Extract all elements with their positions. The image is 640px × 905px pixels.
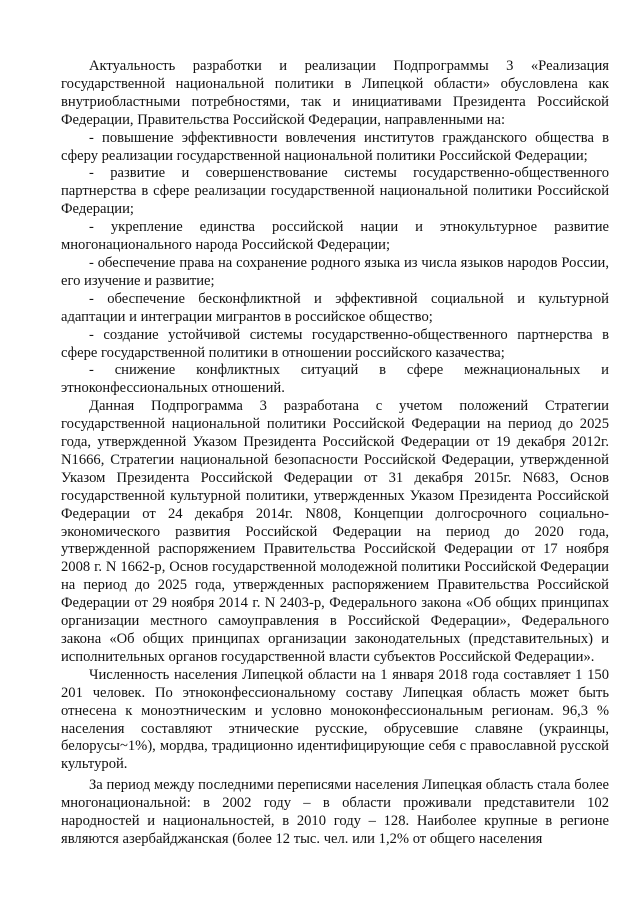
list-item: - обеспечение бесконфликтной и эффективной социальной и культурной адаптации и интеграции мигрантов в российское общество; <box>61 290 609 325</box>
census-paragraph: За период между последними переписями населения Липецкая область стала более многонациональной: в 2002 году – в области проживали представители 102 народностей и национальностей, в 2010 году – 128. Наиболее крупные в регионе являются азербайджанская (более 12 тыс. чел. или 1,2% от общего населения <box>61 777 609 847</box>
list-item: - повышение эффективности вовлечения институтов гражданского общества в сферу реализации государственной национальной политики Российской Федерации; <box>61 129 609 164</box>
population-paragraph: Численность населения Липецкой области на 1 января 2018 года составляет 1 150 201 человек. По этноконфессиональному составу Липецкая область может быть отнесена к моноэтническим и условно моноконфессиональным регионам. 96,3 % населения составляют этнические русские, обрусевшие славяне (украинцы, белорусы~1%), мордва, традиционно идентифицирующие себя с православной русской культурой. <box>61 666 609 773</box>
intro-paragraph: Актуальность разработки и реализации Подпрограммы 3 «Реализация государственной национальной политики в Липецкой области» обусловлена как внутриобластными потребностями, так и инициативами Президента Российской Федерации, Правительства Российской Федерации, направленными на: <box>61 58 609 128</box>
strategy-paragraph: Данная Подпрограмма 3 разработана с учетом положений Стратегии государственной национальной политики Российской Федерации на период до 2025 года, утвержденной Указом Президента Российской Федерации от 19 декабря 2012г. N1666, Стратегии национальной безопасности Российской Федерации, утвержденной Указом Президента Российской Федерации от 31 декабря 2015г. N683, Основ государственной культурной политики, утвержденных Указом Президента Российской Федерации от 24 декабря 2014г. N808, Концепции долгосрочного социально-экономического развития Российской Федерации на период до 2020 года, утвержденной распоряжением Правительства Российской Федерации от 17 ноября 2008 г. N 1662-р, Основ государственной молодежной политики Российской Федерации на период до 2025 года, утвержденных распоряжением Правительства Российской Федерации от 29 ноября 2014 г. N 2403-р, Федерального закона «Об общих принципах организации местного самоуправления в Российской Федерации», Федерального закона «Об общих принципах организации законодательных (представительных) и исполнительных органов государственной власти субъектов Российской Федерации». <box>61 398 609 665</box>
list-item: - развитие и совершенствование системы государственно-общественного партнерства в сфере реализации государственной национальной политики Российской Федерации; <box>61 165 609 218</box>
list-item: - укрепление единства российской нации и этнокультурное развитие многонационального народа Российской Федерации; <box>61 219 609 254</box>
list-item: - снижение конфликтных ситуаций в сфере межнациональных и этноконфессиональных отношений. <box>61 362 609 397</box>
document-page <box>61 58 609 849</box>
list-item: - обеспечение права на сохранение родного языка из числа языков народов России, его изучение и развитие; <box>61 254 609 289</box>
list-item: - создание устойчивой системы государственно-общественного партнерства в сфере государственной политики в отношении российского казачества; <box>61 326 609 361</box>
